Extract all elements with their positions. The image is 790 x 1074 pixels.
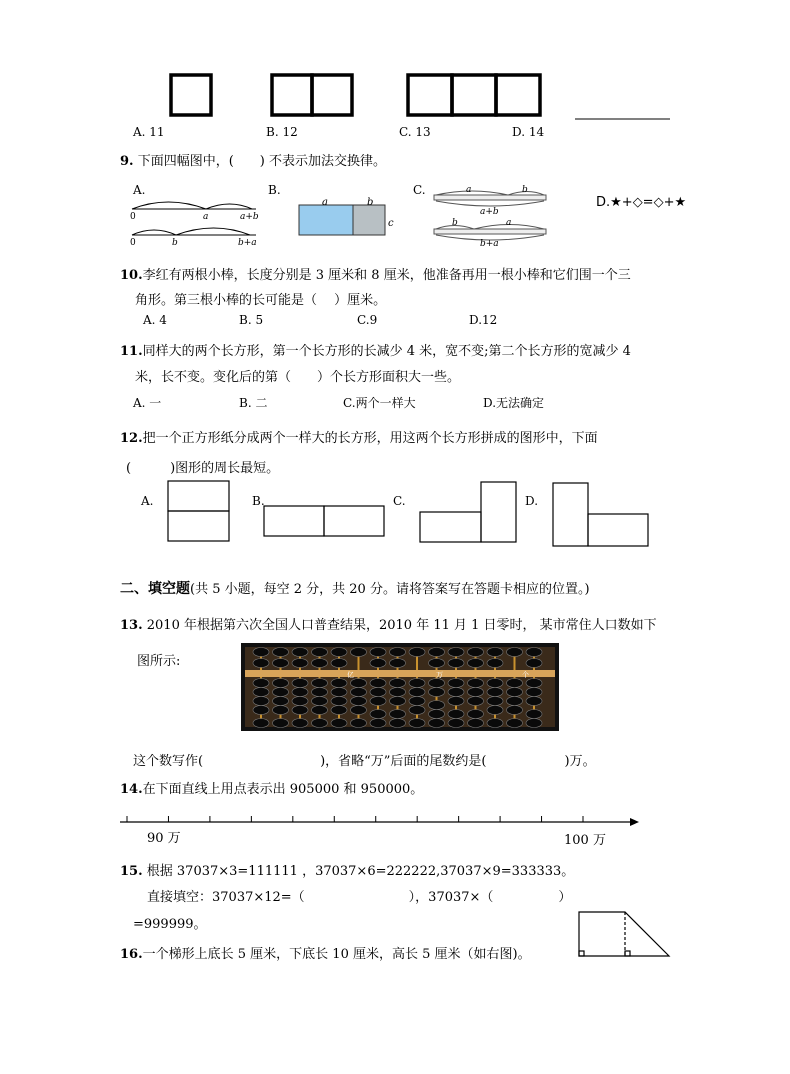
abacus-bead <box>487 697 503 706</box>
abacus-bead <box>468 648 484 657</box>
abacus-bead <box>468 688 484 697</box>
abacus-bead <box>370 648 386 657</box>
abacus-bead <box>253 659 269 668</box>
abacus-bead <box>312 706 328 715</box>
abacus-bead <box>331 706 347 715</box>
question-13-answer: 这个数写作( )，省略“万”后面的尾数约是( )万。 <box>133 754 596 769</box>
abacus-bead <box>409 679 425 688</box>
abacus-bead <box>331 719 347 728</box>
abacus-bead <box>429 688 445 697</box>
abacus-bead <box>468 697 484 706</box>
q11-option-c[interactable]: C.两个一样大 <box>343 396 416 410</box>
abacus-bead <box>448 679 464 688</box>
abacus-bead <box>292 648 308 657</box>
abacus-bead <box>370 719 386 728</box>
abacus-bead <box>507 679 523 688</box>
abacus-bead <box>253 648 269 657</box>
abacus-bead <box>390 697 406 706</box>
q11-option-b[interactable]: B. 二 <box>239 396 268 410</box>
abacus-bead <box>351 706 367 715</box>
abacus-bead <box>331 679 347 688</box>
q9a-zero-2: 0 <box>130 238 136 248</box>
trapezoid-figure <box>575 908 675 958</box>
abacus-bead <box>253 706 269 715</box>
number-line-right-label: 100 万 <box>564 833 606 848</box>
q9c-label-ab: a+b <box>480 207 499 217</box>
abacus-bead <box>273 688 289 697</box>
abacus-bead <box>312 648 328 657</box>
abacus-bead <box>487 648 503 657</box>
abacus-bead <box>273 648 289 657</box>
q9-option-b[interactable]: B. <box>268 183 281 197</box>
abacus-bead <box>312 679 328 688</box>
question-10: 10.李红有两根小棒，长度分别是 3 厘米和 8 厘米，他准备再用一根小棒和它们围一个三 <box>120 268 631 283</box>
abacus-bead <box>390 710 406 719</box>
q9-diagram-b <box>296 195 406 245</box>
abacus-bead <box>526 659 542 668</box>
abacus-bead <box>487 706 503 715</box>
abacus-bead <box>292 659 308 668</box>
q9a-label-b: b <box>172 238 178 248</box>
abacus-bead <box>273 719 289 728</box>
question-12-line2: ( )图形的周长最短。 <box>126 461 280 476</box>
q9c-label-b: b <box>522 185 528 195</box>
abacus-bead <box>370 679 386 688</box>
q9c-label-a2: a <box>506 218 512 228</box>
q9a-label-ab: a+b <box>240 212 259 222</box>
abacus-bead <box>526 688 542 697</box>
abacus-bead <box>273 697 289 706</box>
abacus-bead <box>312 719 328 728</box>
abacus-label-yi: 亿 <box>347 671 354 679</box>
abacus-bead <box>487 688 503 697</box>
abacus-bead <box>390 648 406 657</box>
abacus-bead <box>448 697 464 706</box>
abacus-bead <box>351 719 367 728</box>
abacus-bead <box>273 679 289 688</box>
question-15: 15. 根据 37037×3=111111 ，37037×6=222222,37037×9=333333。 <box>120 864 575 879</box>
abacus-bead <box>507 648 523 657</box>
abacus-bead <box>409 648 425 657</box>
question-10-line2: 角形。第三根小棒的长可能是（ ）厘米。 <box>135 293 387 308</box>
abacus-bead <box>409 688 425 697</box>
abacus-bead <box>253 719 269 728</box>
section-2-heading: 二、填空题(共 5 小题，每空 2 分，共 20 分。请将答案写在答题卡相应的位置。) <box>120 581 590 597</box>
abacus-bead <box>370 659 386 668</box>
abacus-bead <box>526 719 542 728</box>
q9c-label-ba: b+a <box>480 239 499 249</box>
abacus-bead <box>429 710 445 719</box>
question-16: 16.一个梯形上底长 5 厘米，下底长 10 厘米，高长 5 厘米（如右图)。 <box>120 947 531 962</box>
abacus-bead <box>429 679 445 688</box>
q9b-label-c: c <box>388 218 394 229</box>
q9-diagram-a <box>128 195 268 255</box>
abacus-bead <box>331 648 347 657</box>
abacus-bead <box>331 659 347 668</box>
q9c-label-a: a <box>466 185 472 195</box>
question-9: 9. 下面四幅图中，( ) 不表示加法交换律。 <box>120 154 386 169</box>
q9-option-a[interactable]: A. <box>133 183 146 197</box>
q12-option-a[interactable]: A. <box>141 494 154 508</box>
question-14: 14.在下面直线上用点表示出 905000 和 950000。 <box>120 782 424 797</box>
abacus-bead <box>429 701 445 710</box>
abacus-label-ge: 个 <box>522 671 529 679</box>
q10-option-b[interactable]: B. 5 <box>239 313 264 327</box>
abacus-bead <box>390 679 406 688</box>
abacus-label-wan: 万 <box>436 671 443 679</box>
abacus-bead <box>507 688 523 697</box>
q8-option-a[interactable]: A. 11 <box>133 125 165 139</box>
abacus-bead <box>292 706 308 715</box>
abacus-bead <box>370 710 386 719</box>
q9-option-d[interactable]: D.★+◇=◇+★ <box>596 195 687 210</box>
abacus-bead <box>390 659 406 668</box>
abacus-bead <box>429 659 445 668</box>
matchstick-figures <box>0 0 790 130</box>
abacus-bead <box>526 710 542 719</box>
q8-option-c[interactable]: C. 13 <box>399 125 431 139</box>
abacus-bead <box>448 688 464 697</box>
abacus-bead <box>468 710 484 719</box>
abacus-bead <box>429 719 445 728</box>
abacus-bead <box>292 697 308 706</box>
q9a-label-a: a <box>203 212 209 222</box>
abacus-bead <box>448 659 464 668</box>
abacus-bead <box>370 697 386 706</box>
abacus-bead <box>312 697 328 706</box>
q12-option-d[interactable]: D. <box>525 494 539 508</box>
abacus-bead <box>526 697 542 706</box>
q10-option-c[interactable]: C.9 <box>357 313 378 327</box>
question-15-line3: =999999。 <box>133 917 207 932</box>
abacus-bead <box>409 706 425 715</box>
q10-option-a[interactable]: A. 4 <box>143 313 167 327</box>
abacus-bead <box>468 719 484 728</box>
q12-option-b[interactable]: B. <box>252 494 265 508</box>
abacus-bead <box>526 648 542 657</box>
q12-shapes <box>0 478 790 558</box>
abacus-bead <box>468 679 484 688</box>
abacus-bead <box>448 719 464 728</box>
abacus-bead <box>253 679 269 688</box>
abacus-bead <box>409 697 425 706</box>
abacus-bead <box>487 719 503 728</box>
abacus-bead <box>487 659 503 668</box>
q9b-label-b: b <box>367 197 374 208</box>
abacus-bead <box>351 697 367 706</box>
abacus-bead <box>448 648 464 657</box>
abacus-bead <box>507 706 523 715</box>
abacus-bead <box>409 719 425 728</box>
abacus <box>241 643 559 731</box>
question-13: 13. 2010 年根据第六次全国人口普查结果，2010 年 11 月 1 日零时， 某市常住人口数如下 <box>120 618 657 633</box>
question-12: 12.把一个正方形纸分成两个一样大的长方形，用这两个长方形拼成的图形中，下面 <box>120 431 598 446</box>
abacus-bead <box>468 659 484 668</box>
abacus-bead <box>331 697 347 706</box>
abacus-bead <box>273 659 289 668</box>
abacus-bead <box>312 659 328 668</box>
question-15-line2: 直接填空：37037×12=（ ），37037×（ ） <box>147 890 572 905</box>
abacus-bead <box>448 710 464 719</box>
abacus-bead <box>351 648 367 657</box>
abacus-bead <box>273 706 289 715</box>
q8-option-d[interactable]: D. 14 <box>512 125 545 139</box>
abacus-bead <box>292 719 308 728</box>
abacus-bead <box>351 688 367 697</box>
abacus-bead <box>390 688 406 697</box>
abacus-bead <box>292 688 308 697</box>
abacus-bead <box>507 697 523 706</box>
abacus-bead <box>253 688 269 697</box>
abacus-bead <box>253 697 269 706</box>
question-11-line2: 米，长不变。变化后的第（ ）个长方形面积大一些。 <box>135 370 461 385</box>
abacus-bead <box>331 688 347 697</box>
abacus-bead <box>487 679 503 688</box>
q9b-label-a: a <box>322 197 328 208</box>
abacus-bead <box>429 648 445 657</box>
q9-diagram-c <box>432 185 552 249</box>
abacus-bead <box>312 688 328 697</box>
q11-option-d[interactable]: D.无法确定 <box>483 396 545 410</box>
q9c-label-b2: b <box>452 218 458 228</box>
question-13-line2: 图所示: <box>137 654 181 669</box>
q9a-label-ba: b+a <box>238 238 257 248</box>
q9-option-c[interactable]: C. <box>413 183 426 197</box>
q8-option-b[interactable]: B. 12 <box>266 125 298 139</box>
question-11: 11.同样大的两个长方形，第一个长方形的长减少 4 米，宽不变;第二个长方形的宽减少 4 <box>120 344 631 359</box>
abacus-bead <box>292 679 308 688</box>
abacus-bead <box>370 688 386 697</box>
abacus-bead <box>390 719 406 728</box>
q9a-zero-1: 0 <box>130 212 136 222</box>
abacus-bead <box>351 679 367 688</box>
number-line-left-label: 90 万 <box>147 831 181 846</box>
q12-option-c[interactable]: C. <box>393 494 406 508</box>
abacus-bead <box>526 679 542 688</box>
q10-option-d[interactable]: D.12 <box>469 313 498 327</box>
abacus-bead <box>507 719 523 728</box>
q11-option-a[interactable]: A. 一 <box>133 396 162 410</box>
